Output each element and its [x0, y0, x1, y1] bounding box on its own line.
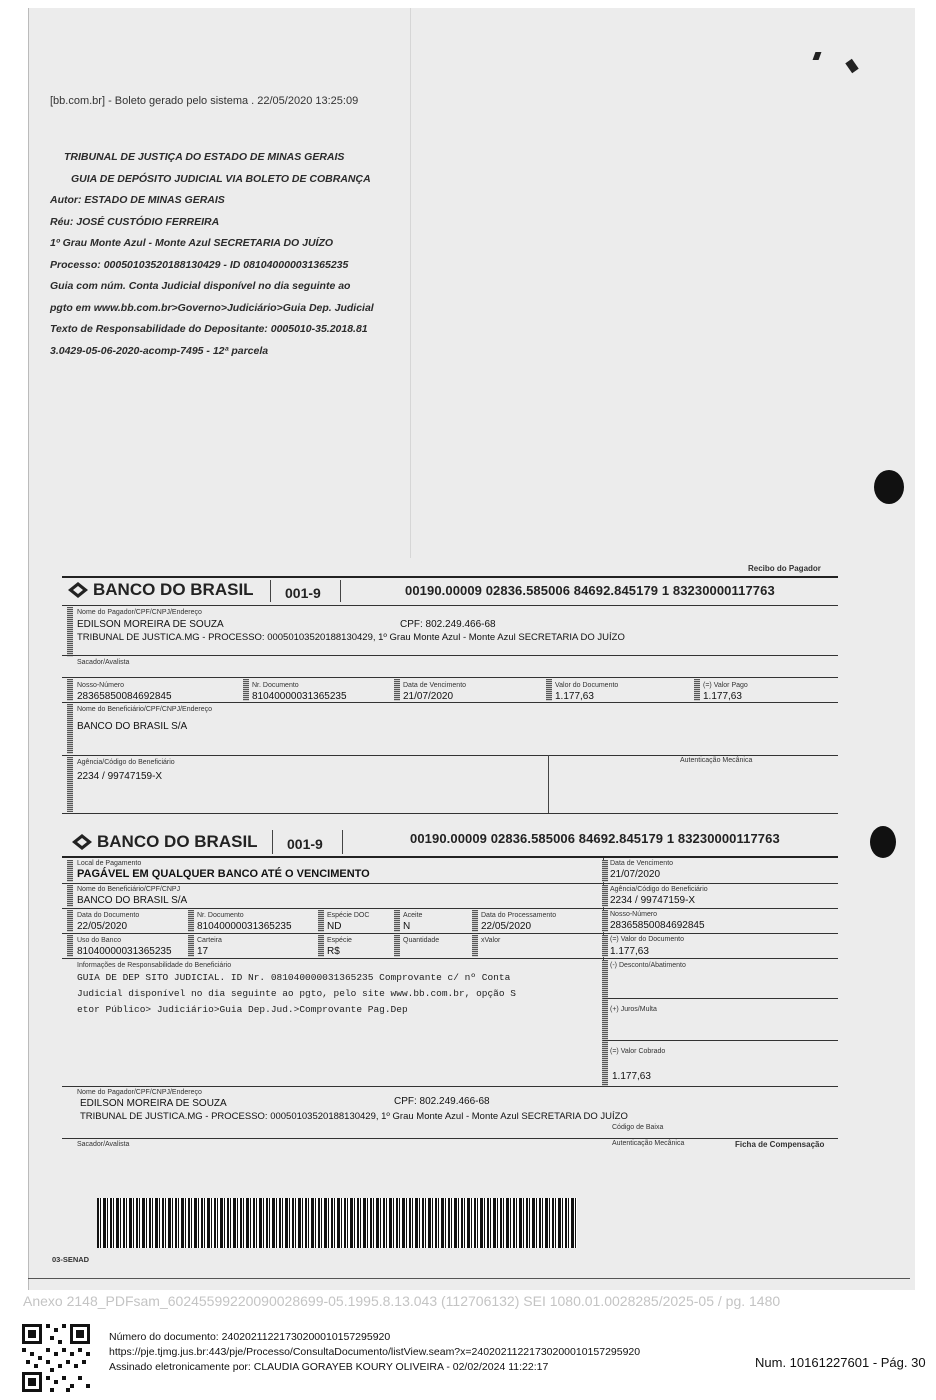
margin-bar — [243, 679, 249, 701]
court-line: 1º Grau Monte Azul - Monte Azul SECRETARIA DO JUÍZO — [50, 237, 334, 249]
info-line: GUIA DE DEP SITO JUDICIAL. ID Nr. 081040000031365235 Comprovante c/ nº Conta — [77, 972, 511, 983]
agencia-codigo: 2234 / 99747159-X — [610, 895, 696, 906]
divider — [62, 856, 838, 858]
bank-name: BANCO DO BRASIL — [97, 832, 258, 851]
payer-address: TRIBUNAL DE JUSTICA.MG - PROCESSO: 00050103520188130429, 1º Grau Monte Azul - Monte Azul SECRETARIA DO JUÍZO — [80, 1111, 628, 1122]
divider — [272, 830, 273, 854]
bank-code: 001-9 — [285, 585, 321, 601]
court-line: 3.0429-05-06-2020-acomp-7495 - 12ª parcela — [50, 344, 269, 357]
divider — [340, 580, 341, 602]
payer-cpf: CPF: 802.249.466-68 — [394, 1096, 490, 1107]
bank-logo — [66, 580, 254, 600]
divider — [62, 655, 838, 656]
field-label: Informações de Responsabilidade do Beneficiário — [77, 962, 232, 969]
field-label: Aceite — [403, 912, 423, 919]
valor-documento: 1.177,63 — [610, 946, 649, 957]
divider — [62, 883, 838, 884]
margin-bar — [602, 935, 608, 957]
margin-bar — [67, 885, 73, 907]
field-label: Nome do Beneficiário/CPF/CNPJ/Endereço — [77, 706, 213, 713]
qr-code — [20, 1322, 92, 1394]
field-label: Sacador/Avalista — [77, 1141, 130, 1148]
digitable-line: 00190.00009 02836.585006 84692.845179 1 83230000117763 — [405, 583, 775, 598]
court-line: Autor: ESTADO DE MINAS GERAIS — [50, 194, 225, 206]
field-label: (=) Valor do Documento — [610, 936, 684, 943]
valor-pago: 1.177,63 — [703, 691, 742, 702]
margin-bar — [318, 910, 324, 932]
divider — [62, 908, 838, 909]
field-label: (=) Valor Pago — [703, 682, 748, 689]
field-label: Data de Vencimento — [610, 860, 674, 867]
divider — [62, 755, 838, 756]
field-label: Data do Documento — [77, 912, 140, 919]
field-label: Espécie — [327, 937, 352, 944]
margin-bar — [188, 935, 194, 957]
payer-address: TRIBUNAL DE JUSTICA.MG - PROCESSO: 00050103520188130429, 1º Grau Monte Azul - Monte Azul SECRETARIA DO JUÍZO — [77, 632, 625, 643]
divider — [270, 580, 271, 602]
payer-cpf: CPF: 802.249.466-68 — [400, 619, 496, 630]
divider — [62, 1086, 838, 1087]
field-label: Espécie DOC — [327, 912, 370, 919]
nosso-numero: 28365850084692845 — [610, 920, 705, 931]
margin-bar — [67, 704, 73, 754]
bank-logo-icon — [66, 580, 90, 600]
document-url[interactable]: https://pje.tjmg.jus.br:443/pje/Processo/ConsultaDocumento/listView.seam?x=24020211221730200010157295920 — [109, 1346, 641, 1358]
margin-bar — [67, 607, 73, 657]
field-label: Uso do Banco — [77, 937, 121, 944]
margin-bar — [694, 679, 700, 701]
field-label: Sacador/Avalista — [77, 659, 130, 666]
bank-logo — [70, 832, 258, 852]
divider — [62, 605, 838, 606]
field-label: Data de Vencimento — [403, 682, 467, 689]
margin-bar — [472, 935, 478, 957]
field-label: Quantidade — [403, 937, 440, 944]
form-code: 03-SENAD — [52, 1255, 90, 1264]
data-vencimento: 21/07/2020 — [403, 691, 454, 702]
field-label: Nr. Documento — [197, 912, 244, 919]
margin-bar — [602, 860, 608, 882]
divider — [62, 813, 838, 814]
margin-bar — [67, 935, 73, 957]
local-pagamento: PAGÁVEL EM QUALQUER BANCO ATÉ O VENCIMENTO — [77, 868, 370, 880]
margin-bar — [546, 679, 552, 701]
field-label: xValor — [481, 937, 501, 944]
field-label: Data do Processamento — [481, 912, 557, 919]
margin-bar — [318, 935, 324, 957]
divider — [342, 830, 343, 854]
info-line: Judicial disponível no dia seguinte ao pgto, pelo site www.bb.com.br, opção S — [77, 988, 516, 999]
field-label: Nr. Documento — [252, 682, 299, 689]
court-line: Processo: 00050103520188130429 - ID 081040000031365235 — [50, 258, 349, 271]
court-line: TRIBUNAL DE JUSTIÇA DO ESTADO DE MINAS GERAIS — [64, 151, 345, 163]
nr-documento: 81040000031365235 — [252, 691, 347, 702]
document-number: Número do documento: 24020211221730200010157295920 — [109, 1331, 391, 1343]
beneficiario: BANCO DO BRASIL S/A — [77, 895, 188, 906]
data-vencimento: 21/07/2020 — [610, 869, 661, 880]
valor-cobrado: 1.177,63 — [612, 1071, 651, 1082]
field-label: (-) Desconto/Abatimento — [610, 962, 686, 969]
page-number: Num. 10161227601 - Pág. 30 — [755, 1355, 926, 1370]
document-metadata — [109, 1330, 640, 1375]
divider — [62, 1138, 838, 1139]
court-line: Texto de Responsabilidade do Depositante: 0005010-35.2018.81 — [50, 323, 368, 335]
field-label: Nome do Pagador/CPF/CNPJ/Endereço — [77, 609, 202, 616]
data-documento: 22/05/2020 — [77, 921, 128, 932]
field-label: Código de Baixa — [612, 1124, 664, 1131]
digitable-line: 00190.00009 02836.585006 84692.845179 1 83230000117763 — [410, 831, 780, 846]
field-label: Local de Pagamento — [77, 860, 142, 867]
payment-barcode — [97, 1198, 577, 1248]
field-label: Nome do Beneficiário/CPF/CNPJ — [77, 886, 181, 893]
especie-doc: ND — [327, 921, 342, 932]
margin-bar — [67, 679, 73, 701]
court-line: Guia com núm. Conta Judicial disponível no dia seguinte ao — [50, 280, 351, 292]
margin-bar — [602, 960, 608, 1086]
field-label: Carteira — [197, 937, 222, 944]
field-label: Agência/Código do Beneficiário — [610, 886, 708, 893]
agencia-codigo: 2234 / 99747159-X — [77, 771, 163, 782]
bank-code: 001-9 — [287, 836, 323, 852]
field-label: Autenticação Mecânica — [612, 1140, 685, 1147]
valor-documento: 1.177,63 — [555, 691, 594, 702]
margin-bar — [67, 860, 73, 882]
boleto-header-line: [bb.com.br] - Boleto gerado pelo sistema . 22/05/2020 13:25:09 — [50, 95, 359, 107]
beneficiario: BANCO DO BRASIL S/A — [77, 721, 188, 732]
court-info-block — [50, 147, 430, 362]
margin-bar — [67, 910, 73, 932]
divider — [28, 1278, 910, 1279]
bank-logo-icon — [70, 832, 94, 852]
aceite: N — [403, 921, 411, 932]
field-label: Nosso-Número — [610, 911, 658, 918]
field-label: Autenticação Mecânica — [680, 757, 753, 764]
field-label: (+) Juros/Multa — [610, 1006, 657, 1013]
payer-name: EDILSON MOREIRA DE SOUZA — [77, 619, 224, 630]
especie: R$ — [327, 946, 340, 957]
divider — [603, 1040, 838, 1041]
divider — [603, 998, 838, 999]
divider — [62, 702, 838, 703]
field-label: Valor do Documento — [555, 682, 619, 689]
annex-stamp: Anexo 2148_PDFsam_60245599220090028699-05.1995.8.13.043 (112706132) SEI 1080.01.0028285/2025-05 / pg. 1480 — [23, 1293, 781, 1309]
divider — [62, 576, 838, 578]
field-label: Nosso-Número — [77, 682, 125, 689]
margin-bar — [394, 679, 400, 701]
field-label: (=) Valor Cobrado — [610, 1048, 666, 1055]
margin-bar — [602, 910, 608, 932]
margin-bar — [394, 935, 400, 957]
court-line: GUIA DE DEPÓSITO JUDICIAL VIA BOLETO DE COBRANÇA — [71, 172, 371, 185]
recibo-title: Recibo do Pagador — [748, 564, 821, 573]
field-label: Nome do Pagador/CPF/CNPJ/Endereço — [77, 1089, 202, 1096]
divider — [62, 958, 838, 959]
ficha-title: Ficha de Compensação — [735, 1140, 825, 1149]
payer-name: EDILSON MOREIRA DE SOUZA — [80, 1098, 227, 1109]
divider — [548, 755, 549, 813]
nr-documento: 81040000031365235 — [197, 921, 292, 932]
margin-bar — [67, 757, 73, 812]
info-line: etor Público> Judiciário>Guia Dep.Jud.>Comprovante Pag.Dep — [77, 1004, 408, 1015]
punch-hole — [870, 826, 896, 858]
divider — [62, 677, 838, 678]
court-line: pgto em www.bb.com.br>Governo>Judiciário>Guia Dep. Judicial — [50, 301, 374, 314]
uso-do-banco: 81040000031365235 — [77, 946, 172, 957]
signature-line: Assinado eletronicamente por: CLAUDIA GORAYEB KOURY OLIVEIRA - 02/02/2024 11:22:17 — [109, 1361, 549, 1373]
margin-bar — [394, 910, 400, 932]
qr-code-icon — [20, 1322, 92, 1394]
margin-bar — [602, 885, 608, 907]
nosso-numero: 28365850084692845 — [77, 691, 172, 702]
data-processamento: 22/05/2020 — [481, 921, 532, 932]
court-line: Réu: JOSÉ CUSTÓDIO FERREIRA — [50, 215, 220, 228]
bank-name: BANCO DO BRASIL — [93, 580, 254, 599]
margin-bar — [188, 910, 194, 932]
margin-bar — [472, 910, 478, 932]
divider — [62, 933, 838, 934]
carteira: 17 — [197, 946, 209, 957]
punch-hole — [874, 470, 904, 504]
field-label: Agência/Código do Beneficiário — [77, 759, 175, 766]
